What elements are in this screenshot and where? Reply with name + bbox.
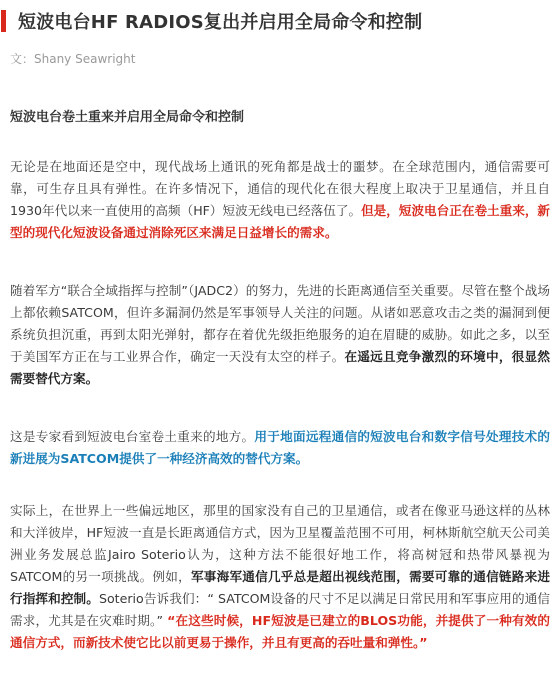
paragraph-3 bbox=[10, 426, 550, 470]
title-accent-bar bbox=[1, 10, 6, 32]
paragraph-2 bbox=[10, 280, 550, 390]
paragraph-4-highlight: 军事海军通信几乎总是超出视线范围，需要可靠的通信链路来进行指挥和控制。 bbox=[10, 569, 550, 606]
author-line: 文：Shany Seawright bbox=[10, 52, 136, 66]
paragraph-2-highlight: 在遥远且竞争激烈的环境中，很显然需要替代方案。 bbox=[10, 349, 551, 386]
article-title: 短波电台HF RADIOS复出并启用全局命令和控制 bbox=[18, 12, 423, 33]
paragraph-2-text: 随着军方“联合全域指挥与控制”（JADC2）的努力，先进的长距离通信至关重要。尽管在整个战场上都依赖SATCOM，但许多漏洞仍然是军事领导人关注的问题。从诸如恶意攻击之类的漏洞到便系统负担沉重，再到太阳光弹射，都存在着优先级拒绝服务的迫在眉睫的威胁。如此之多，以至于美国军方正在与工业界合作，确定一天没有太空的样子。 bbox=[10, 283, 550, 364]
article-subheading: 短波电台卷土重来并启用全局命令和控制 bbox=[10, 110, 245, 125]
paragraph-1 bbox=[10, 156, 550, 244]
paragraph-4-quote: “在这些时候，HF短波是已建立的BLOS功能，并提供了一种有效的通信方式，而新技术使它比以前更易于操作，并且有更高的吞吐量和弹性。” bbox=[10, 613, 550, 650]
paragraph-3-highlight: 用于地面远程通信的短波电台和数字信号处理技术的新进展为SATCOM提供了一种经济高效的替代方案。 bbox=[10, 429, 551, 466]
paragraph-4 bbox=[10, 500, 550, 654]
paragraph-4-text: 实际上，在世界上一些偏远地区，那里的国家没有自己的卫星通信，或者在像亚马逊这样的丛林和大洋彼岸，HF短波一直是长距离通信方式，因为卫星覆盖范围不可用，柯林斯航空航天公司美洲业务发展总监Jairo Soterio认为，这种方法不能很好地工作，将高树冠和热带风暴视为SATCOM的另一项挑战。例如， bbox=[10, 503, 550, 584]
paragraph-4-quote-intro: Soterio告诉我们：“ SATCOM设备的尺寸不足以满足日常民用和军事应用的通信需求，尤其是在灾难时期。” bbox=[10, 591, 551, 628]
paragraph-1-highlight: 但是，短波电台正在卷土重来，新型的现代化短波设备通过消除死区来满足日益增长的需求。 bbox=[10, 203, 551, 240]
paragraph-1-text: 无论是在地面还是空中，现代战场上通讯的死角都是战士的噩梦。在全球范围内，通信需要可靠，可生存且具有弹性。在许多情况下，通信的现代化在很大程度上取决于卫星通信，并且自1930年代以来一直使用的高频（HF）短波无线电已经落伍了。 bbox=[10, 159, 550, 218]
paragraph-3-text: 这是专家看到短波电台室卷土重来的地方。 bbox=[10, 429, 255, 444]
title-row bbox=[0, 8, 558, 34]
